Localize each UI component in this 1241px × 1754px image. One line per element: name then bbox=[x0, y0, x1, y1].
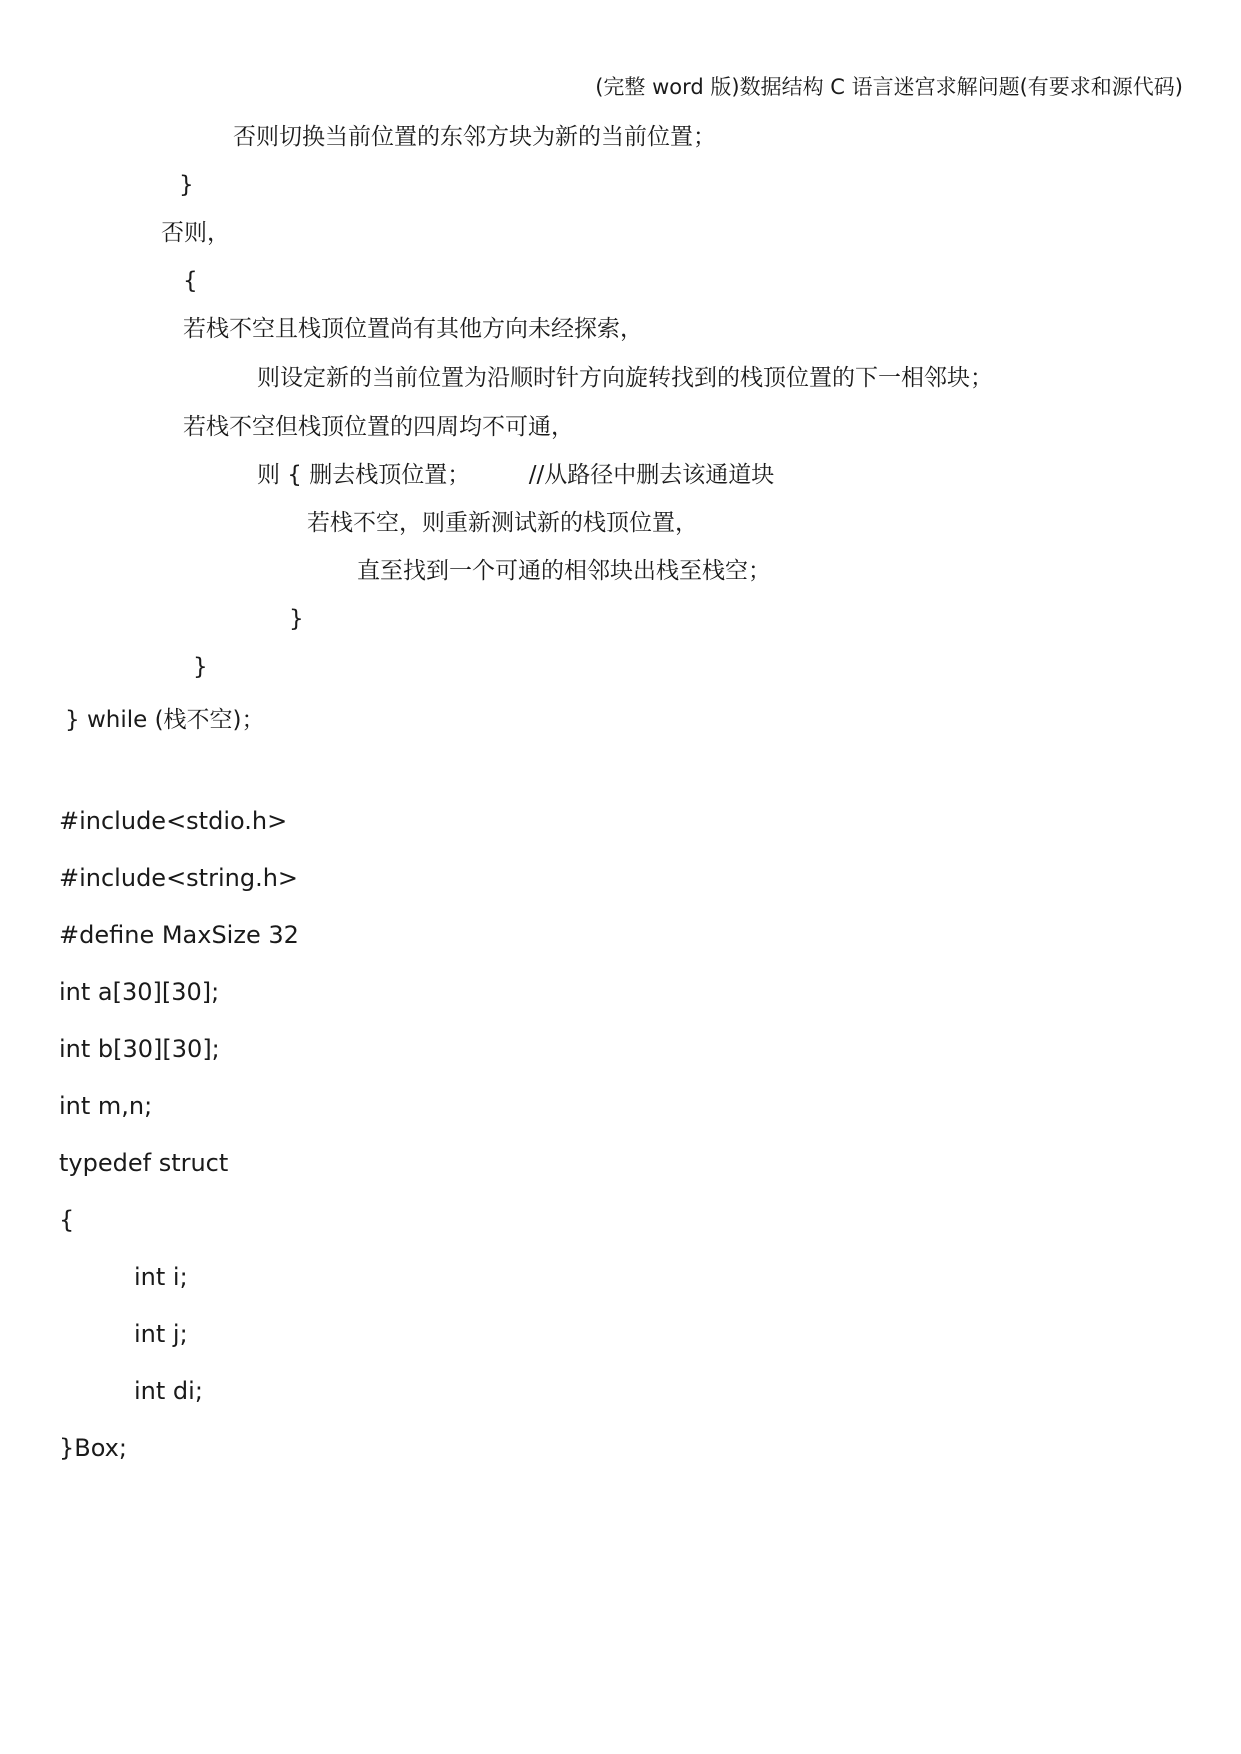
pseudocode-line: 否则， bbox=[161, 220, 230, 246]
pseudocode-line: 则设定新的当前位置为沿顺时针方向旋转找到的栈顶位置的下一相邻块； bbox=[257, 365, 993, 391]
pseudocode-line: 若栈不空但栈顶位置的四周均不可通， bbox=[183, 414, 574, 440]
code-line: #include<stdio.h> bbox=[59, 807, 288, 835]
pseudocode-line: } bbox=[193, 654, 208, 680]
pseudocode-line: 则 { 删去栈顶位置； //从路径中删去该通道块 bbox=[257, 462, 775, 488]
code-line: { bbox=[59, 1206, 75, 1234]
code-line: int b[30][30]; bbox=[59, 1035, 220, 1063]
code-line: int a[30][30]; bbox=[59, 978, 220, 1006]
code-line: int i; bbox=[134, 1263, 188, 1291]
pseudocode-line: } bbox=[289, 606, 304, 632]
pseudocode-line: } bbox=[179, 172, 194, 198]
code-line: #define MaxSize 32 bbox=[59, 921, 299, 949]
pseudocode-line: 直至找到一个可通的相邻块出栈至栈空； bbox=[357, 558, 771, 584]
code-line: #include<string.h> bbox=[59, 864, 299, 892]
code-line: int j; bbox=[134, 1320, 188, 1348]
pseudocode-line: 若栈不空，则重新测试新的栈顶位置， bbox=[307, 510, 698, 536]
pseudocode-line: { bbox=[183, 268, 198, 294]
pseudocode-line: } while (栈不空)； bbox=[65, 707, 265, 733]
code-line: }Box; bbox=[59, 1434, 127, 1462]
page-header: (完整 word 版)数据结构 C 语言迷宫求解问题(有要求和源代码) bbox=[595, 75, 1183, 99]
code-line: int di; bbox=[134, 1377, 203, 1405]
pseudocode-line: 否则切换当前位置的东邻方块为新的当前位置； bbox=[233, 124, 716, 150]
pseudocode-line: 若栈不空且栈顶位置尚有其他方向未经探索， bbox=[183, 316, 643, 342]
code-line: int m,n; bbox=[59, 1092, 153, 1120]
code-line: typedef struct bbox=[59, 1149, 229, 1177]
